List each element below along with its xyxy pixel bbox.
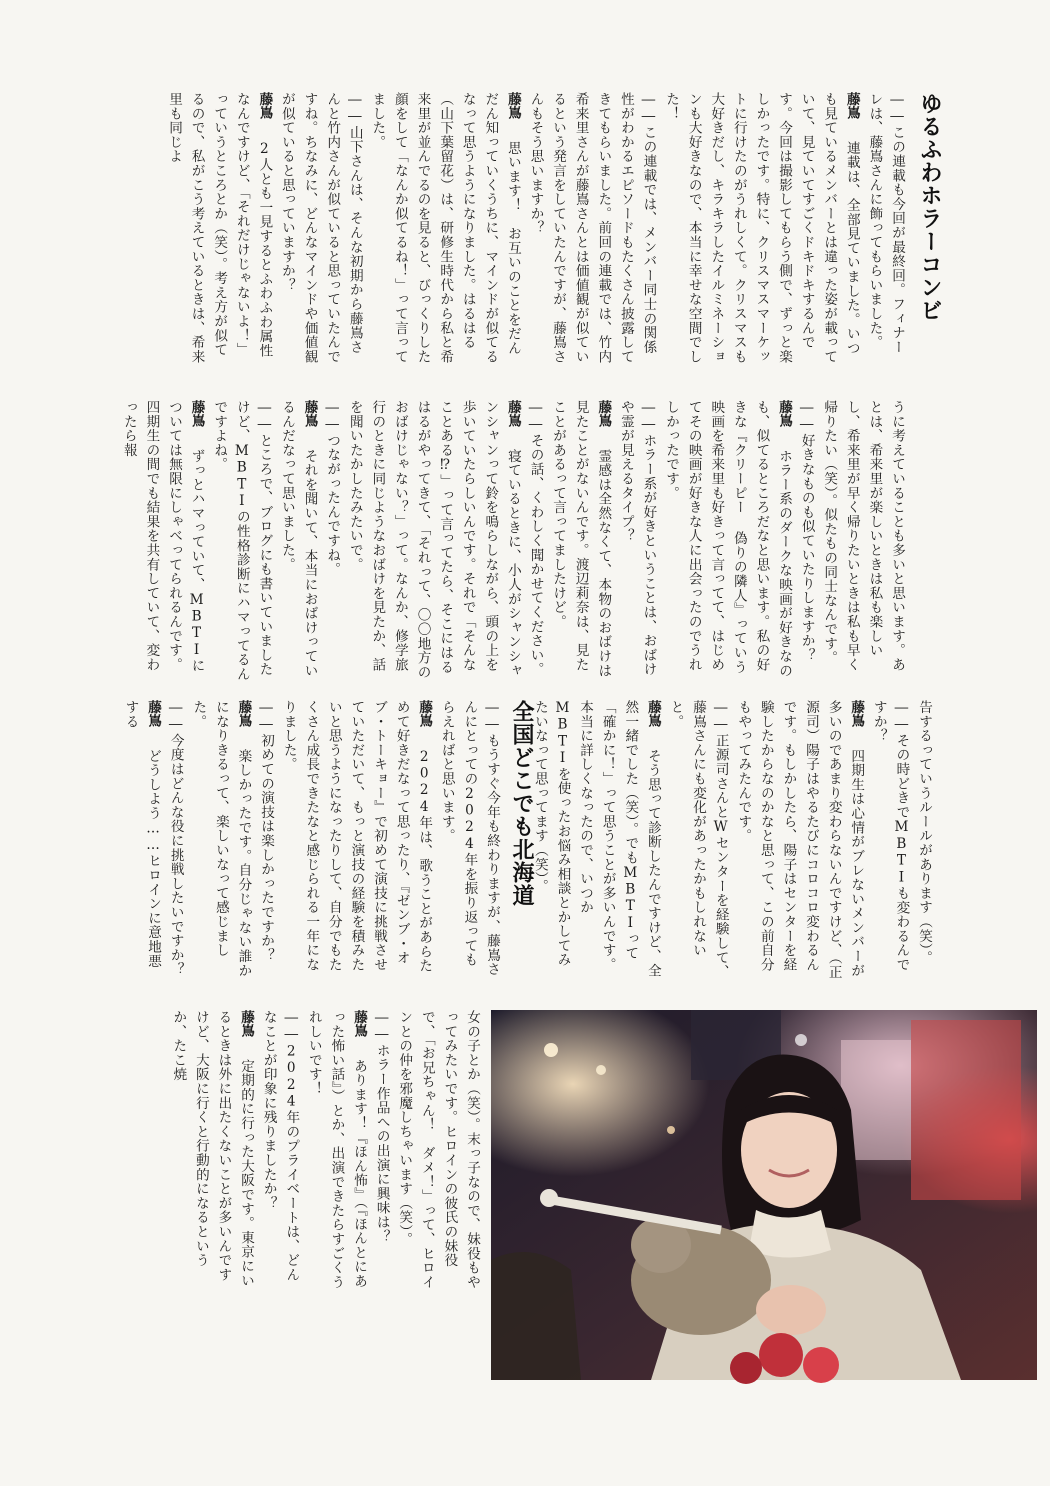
answer-paragraph — [343, 400, 524, 685]
question-paragraph: ――正源司さんとWセンターを経験して、藤嶌さんにも変化があったかもしれないと。 — [667, 700, 729, 979]
answer-text: 四期生は心情がブレないメンバーが多いのであまり変わらないんですけど、（正源司）陽子はやるたびにコロコロ変わるんです。もしかしたら、陽子はセンターを経験したからなのかなと思って、この前自分もやってみたんです。 — [735, 700, 865, 980]
answer-text: 楽しかったです。自分じゃない誰かになりきるって、楽しいなって感じました。 — [190, 700, 252, 978]
speaker-name: 藤嶌 — [504, 92, 521, 133]
answer-paragraph — [277, 700, 435, 980]
speaker-name: 藤嶌 — [301, 400, 318, 441]
answer-paragraph — [117, 400, 207, 685]
question-paragraph: ――この連載も今回が最終回。フィナーレは、藤嶌さんに飾ってもらいました。 — [866, 92, 905, 355]
question-paragraph: ――2024年のプライベートは、どんなことが印象に残りましたか？ — [260, 1010, 300, 1282]
body-text-band2-right — [531, 700, 935, 980]
answer-text: どうしよう……ヒロインに意地悪する — [122, 700, 162, 969]
speaker-name: 藤嶌 — [776, 400, 793, 441]
answer-paragraph — [547, 400, 615, 685]
question-paragraph: うに考えていることも多いと思います。あとは、希来里が楽しいときは私も楽しいし、希来里が早く帰りたいときは私も早く帰りたい（笑）。似たもの同士なんです。 — [821, 400, 905, 672]
answer-paragraph — [167, 1010, 257, 1290]
speaker-name: 藤嶌 — [504, 400, 521, 441]
speaker-name: 藤嶌 — [644, 700, 661, 741]
body-text-band3 — [138, 1010, 483, 1290]
speaker-name: 藤嶌 — [238, 1010, 255, 1051]
question-paragraph: ――好きなものも似ていたりしますか？ — [798, 400, 815, 663]
answer-text: ホラー系のダークな映画が好きなのも、似てるところだなと思います。私の好きな『クリーピー 偽りの隣人』っていう映画を希来里も好きって言ってて、はじめてその映画が好きな人に出会ったのでうれしかったです。 — [663, 400, 793, 678]
answer-text: 連載は、全部見ていました。いつも見ているメンバーとは違った姿が載っていて、見ていてすごくドキドキするんです。今回は撮影してもらう側で、ずっと楽しかったです。特に、クリスマスマーケットに行けたのがうれしくて。クリスマスも大好きだし、キラキラしたイルミネーションも大好きなので、本当に幸せな空間でした！ — [663, 92, 860, 364]
question-paragraph: ――もうすぐ今年も終わりますが、藤嶌さんにとっての2024年を振り返ってもらえればと思います。 — [438, 700, 500, 977]
answer-paragraph — [275, 400, 320, 685]
answer-paragraph — [302, 1010, 370, 1290]
answer-text: それを聞いて、本当におばけっているんだなって思いました。 — [278, 400, 318, 678]
answer-text: ずっとハマっていて、MBTIについては無限にしゃべってられるんです。四期生の間でも結果を共有していて、変わったら報 — [120, 400, 205, 673]
body-text-band2-left — [122, 700, 503, 980]
body-text-band1-right — [168, 92, 908, 368]
speaker-name: 藤嶌 — [848, 700, 865, 741]
portrait-photo — [491, 1010, 1037, 1380]
question-paragraph: ――その時どきでMBTIも変わるんですか？ — [870, 700, 910, 972]
answer-text: 定期的に行った大阪です。東京にいるときは外に出たくないことが多いんですけど、大阪に行くと行動的になるというか、たこ焼 — [170, 1010, 255, 1288]
question-paragraph: 告するっていうルールがあります（笑）。 — [916, 700, 932, 965]
question-paragraph: ――今度はどんな役に挑戦したいですか？ — [167, 700, 184, 977]
body-text-band1-left — [120, 400, 908, 685]
question-paragraph: ――つながったんですね。 — [324, 400, 341, 577]
answer-text: 寝ているときに、小人がシャンシャンシャンって鈴を鳴らしながら、頭の上を歩いていたらしいんです。それで「そんなことある⁉」って言ってたら、そこにはるはるがやってきて、「それって、〇〇地方のおばけじゃない？」って。なんか、修学旅行のときに同じようなおばけを見たか、話を聞いたかしたみたいで。 — [346, 400, 521, 680]
answer-paragraph — [187, 700, 255, 980]
speaker-name: 藤嶌 — [843, 92, 860, 133]
answer-text: 2024年は、歌うことがあらためて好きだなって思ったり、『ゼンブ・オブ・トーキョー』で初めて演技に挑戦させていただいて、もっと演技の経験を積みたいと思うようになったりして、自分でもたくさん成長できたなと感じられる一年になりました。 — [280, 700, 433, 973]
answer-paragraph — [119, 700, 164, 980]
answer-text: そう思って診断したんですけど、全然一緒でした（笑）。でもMBTIって「確かに！」って思うことが多いんです。本当に詳しくなったので、いつかMBTIを使ったお悩み相談とかしてみたいなって思ってます（笑）。 — [531, 700, 661, 978]
question-paragraph: ――山下さんは、そんな初期から藤嶌さんと竹内さんが似ていると思っていたんですね。ちなみに、どんなマインドや価値観が似ていると思っていますか？ — [278, 92, 363, 364]
question-paragraph: ――この連載では、メンバー同士の関係性がわかるエピソードもたくさん披露してきてもらいました。前回の連載では、竹内希来里さんが藤嶌さんとは価値観が似ているという発言をしていたんですが、藤嶌さんもそう思いますか？ — [527, 92, 657, 364]
answer-paragraph — [732, 700, 868, 980]
question-paragraph: ――初めての演技は楽しかったですか？ — [258, 700, 275, 963]
speaker-name: 藤嶌 — [235, 700, 252, 741]
question-paragraph: ――その話、くわしく聞かせてください。 — [527, 400, 544, 677]
speaker-name: 藤嶌 — [351, 1010, 368, 1051]
answer-text: 思います！ お互いのことをだんだん知っていくうちに、マインドが似てるなって思うようになりました。はるはる（山下葉留花）は、研修生時代から私と希来里が並んでるのを見ると、びっくりした顔をして「なんか似てるね！」って言ってました。 — [369, 92, 521, 364]
section-heading-horror-combo: ゆるふわホラーコンビ — [917, 92, 942, 322]
answer-paragraph — [366, 92, 524, 368]
answer-text: 霊感は全然なくて、本物のおばけは見たことがないんです。渡辺莉奈は、見たことがあるって言ってましたけど。 — [550, 400, 612, 678]
answer-text: 2人とも一見するとふわふわ属性なんですけど、「それだけじゃないよ！」っていうところとか（笑）。考え方が似てるので、私がこう考えているときは、希来里も同じよ — [166, 92, 273, 364]
question-paragraph: ――ホラー系が好きということは、おばけや霊が見えるタイプ？ — [617, 400, 657, 677]
speaker-name: 藤嶌 — [145, 700, 162, 741]
answer-text: あります！『ほん怖』（『ほんとにあった怖い話』）とか、出演できたらすごくうれしいです！ — [305, 1010, 368, 1290]
speaker-name: 藤嶌 — [188, 400, 205, 441]
question-paragraph: ――ところで、ブログにも書いていましたけど、MBTIの性格診断にハマってるんですよね。 — [211, 400, 273, 682]
answer-paragraph — [528, 700, 664, 980]
speaker-name: 藤嶌 — [595, 400, 612, 441]
answer-paragraph — [162, 92, 275, 368]
question-paragraph: 女の子とか（笑）。末っ子なので、妹役もやってみたいです。ヒロインの彼氏の妹役で、「お兄ちゃん！ ダメ！」って、ヒロインとの仲を邪魔しちゃいます（笑）。 — [396, 1010, 480, 1290]
question-paragraph: ――ホラー作品への出演に興味は？ — [373, 1010, 390, 1244]
speaker-name: 藤嶌 — [416, 700, 433, 741]
speaker-name: 藤嶌 — [256, 92, 273, 133]
answer-paragraph — [659, 92, 862, 368]
section-heading-hokkaido: 全国どこでも北海道 — [509, 700, 534, 907]
answer-paragraph — [659, 400, 795, 685]
